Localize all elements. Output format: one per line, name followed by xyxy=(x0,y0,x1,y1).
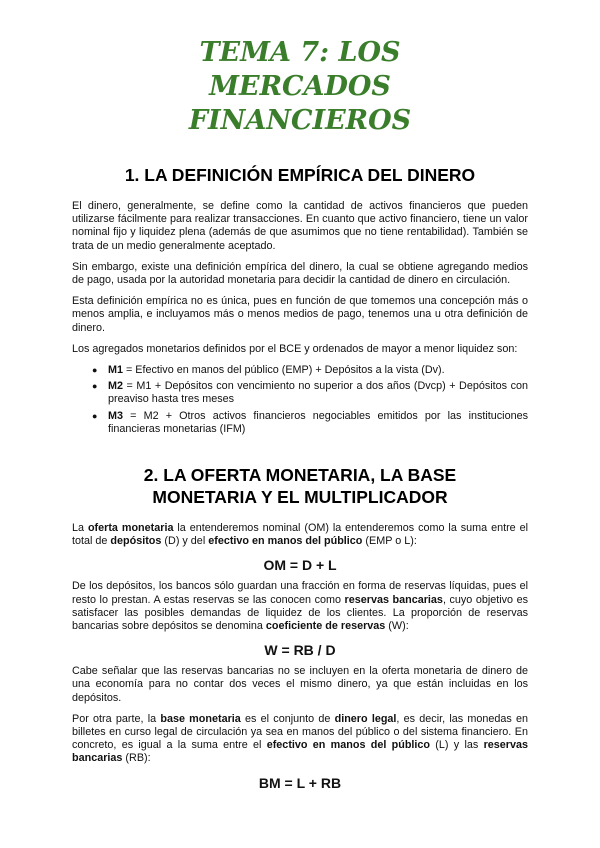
formula-w: W = RB / D xyxy=(264,642,336,659)
section-2-paragraph-1 xyxy=(72,522,528,548)
bold-term: reservas bancarias xyxy=(72,739,528,765)
bold-term: oferta monetaria xyxy=(87,522,174,535)
text-run: (EMP o L): xyxy=(362,535,417,548)
aggregate-term: M3 xyxy=(108,409,123,422)
section-1-paragraph-3: Esta definición empírica no es única, pues en función de que tomemos una concepción más o menos amplia, e incluyamos más o menos medios de pago, tenemos una u otra definición de dinero. xyxy=(72,295,528,334)
text-run: De los depósitos, los bancos sólo guardan una fracción en forma de reservas líquidas, pues el resto lo prestan. A estas reservas se las conocen como xyxy=(72,580,528,606)
bullet-icon: ● xyxy=(92,365,98,376)
list-item xyxy=(92,380,528,406)
section-1-paragraph-4: Los agregados monetarios definidos por el BCE y ordenados de mayor a menor liquidez son: xyxy=(72,342,518,355)
aggregate-definition: = M2 + Otros activos financieros negociables emitidos por las instituciones financieras monetarias (IFM) xyxy=(108,409,528,435)
text-run: (W): xyxy=(385,620,409,633)
monetary-aggregates-list xyxy=(72,364,528,436)
list-item xyxy=(92,364,528,377)
section-2-paragraph-2 xyxy=(72,580,528,633)
section-1-paragraph-2: Sin embargo, existe una definición empírica del dinero, la cual se obtiene agregando medios de pago, usada por la autoridad monetaria para decidir la cantidad de dinero en circulación. xyxy=(72,260,528,287)
text-run: , es decir, las monedas en billetes en curso legal de circulación ya sea en manos del público o del sistema financiero. En concreto, es igual a la suma entre el xyxy=(72,712,529,752)
bold-term: depósitos xyxy=(110,535,162,548)
section-2-paragraph-4 xyxy=(72,713,528,766)
aggregate-definition: = Efectivo en manos del público (EMP) + Depósitos a la vista (Dv). xyxy=(123,364,445,377)
bold-term: efectivo en manos del público xyxy=(208,535,363,548)
text-run: es el conjunto de xyxy=(240,712,335,725)
aggregate-term: M1 xyxy=(108,364,123,377)
document-title: TEMA 7: LOS MERCADOS FINANCIEROS xyxy=(188,37,412,136)
bold-term: efectivo en manos del público xyxy=(266,739,431,752)
text-run: la entenderemos nominal (OM) la entenderemos como la suma entre el total de xyxy=(72,522,528,548)
text-run: (D) y del xyxy=(161,535,209,548)
text-run: Por otra parte, la xyxy=(72,712,161,725)
bold-term: coeficiente de reservas xyxy=(265,620,386,633)
formula-bm: BM = L + RB xyxy=(258,774,342,791)
text-run: , cuyo objetivo es satisfacer las posibles demandas de liquidez de los clientes. La proporción de reservas bancarias sobre depósitos se denomina xyxy=(72,593,528,633)
section-2-heading: 2. LA OFERTA MONETARIA, LA BASE MONETARIA Y EL MULTIPLICADOR xyxy=(143,465,457,508)
text-run: La xyxy=(72,522,88,535)
bullet-icon: ● xyxy=(92,381,98,392)
section-1-heading: 1. LA DEFINICIÓN EMPÍRICA DEL DINERO xyxy=(124,165,476,185)
bold-term: base monetaria xyxy=(160,712,241,725)
text-run: (L) y las xyxy=(430,739,484,752)
section-2-paragraph-3: Cabe señalar que las reservas bancarias no se incluyen en la oferta monetaria de dinero de una economía para no contar dos veces el mismo dinero, ya que están incluidas en los depósitos. xyxy=(72,665,528,704)
bullet-icon: ● xyxy=(92,410,98,421)
aggregate-definition: = M1 + Depósitos con vencimiento no superior a dos años (Dvcp) + Depósitos con preaviso hasta tres meses xyxy=(108,380,528,406)
bold-term: reservas bancarias xyxy=(344,593,443,606)
section-1-paragraph-1: El dinero, generalmente, se define como la cantidad de activos financieros que pueden utilizarse fácilmente para realizar transacciones. En cuanto que activo financiero, tiene un valor nominal fijo y liquidez plena (además de que asumimos que no tiene rentabilidad). También se trata de un medio generalmente aceptado. xyxy=(72,200,528,252)
list-item xyxy=(92,409,528,436)
text-run: (RB): xyxy=(122,752,151,765)
bold-term: dinero legal xyxy=(334,712,397,725)
aggregate-term: M2 xyxy=(108,380,123,393)
formula-om: OM = D + L xyxy=(263,557,337,574)
